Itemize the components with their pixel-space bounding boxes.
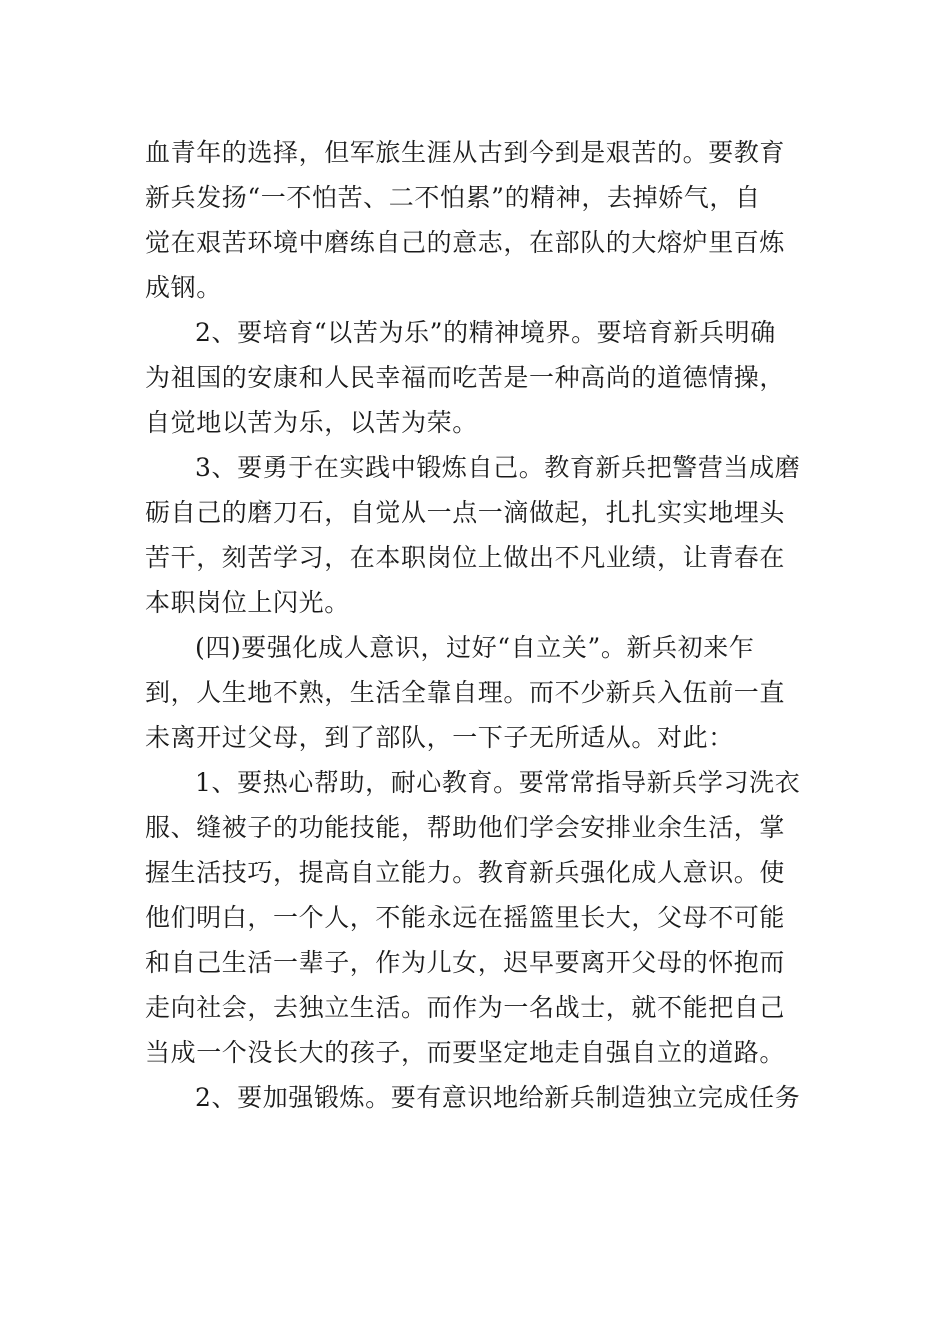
paragraph-first-line: (四)要强化成人意识，过好“自立关”。新兵初来乍: [195, 633, 755, 662]
text-line: 觉在艰苦环境中磨练自己的意志，在部队的大熔炉里百炼: [145, 228, 786, 257]
text-line: 本职岗位上闪光。: [145, 588, 350, 617]
text-line: 砺自己的磨刀石，自觉从一点一滴做起，扎扎实实地埋头: [145, 498, 786, 527]
text-line: 到，人生地不熟，生活全靠自理。而不少新兵入伍前一直: [145, 678, 786, 707]
text-line: 苦干，刻苦学习，在本职岗位上做出不凡业绩，让青春在: [145, 543, 786, 572]
text-line: 血青年的选择，但军旅生涯从古到今到是艰苦的。要教育: [145, 138, 786, 167]
paragraph-first-line: 2、要培育“以苦为乐”的精神境界。要培育新兵明确: [195, 318, 776, 347]
text-line: 自觉地以苦为乐，以苦为荣。: [145, 408, 478, 437]
text-line: 他们明白，一个人，不能永远在摇篮里长大，父母不可能: [145, 903, 786, 932]
paragraph-first-line: 2、要加强锻炼。要有意识地给新兵制造独立完成任务: [195, 1083, 801, 1112]
text-line: 成钢。: [145, 273, 222, 302]
paragraph-first-line: 1、要热心帮助，耐心教育。要常常指导新兵学习洗衣: [195, 768, 801, 797]
paragraph-first-line: 3、要勇于在实践中锻炼自己。教育新兵把警营当成磨: [195, 453, 801, 482]
text-line: 和自己生活一辈子，作为儿女，迟早要离开父母的怀抱而: [145, 948, 786, 977]
text-line: 新兵发扬“一不怕苦、二不怕累”的精神，去掉娇气，自: [145, 183, 761, 212]
text-line: 当成一个没长大的孩子，而要坚定地走自强自立的道路。: [145, 1038, 786, 1067]
text-line: 走向社会，去独立生活。而作为一名战士，就不能把自己: [145, 993, 786, 1022]
text-line: 未离开过父母，到了部队，一下子无所适从。对此：: [145, 723, 734, 752]
text-line: 握生活技巧，提高自立能力。教育新兵强化成人意识。使: [145, 858, 786, 887]
body-text: [145, 130, 810, 1120]
text-line: 为祖国的安康和人民幸福而吃苦是一种高尚的道德情操，: [145, 363, 786, 392]
text-line: 服、缝被子的功能技能，帮助他们学会安排业余生活，掌: [145, 813, 786, 842]
